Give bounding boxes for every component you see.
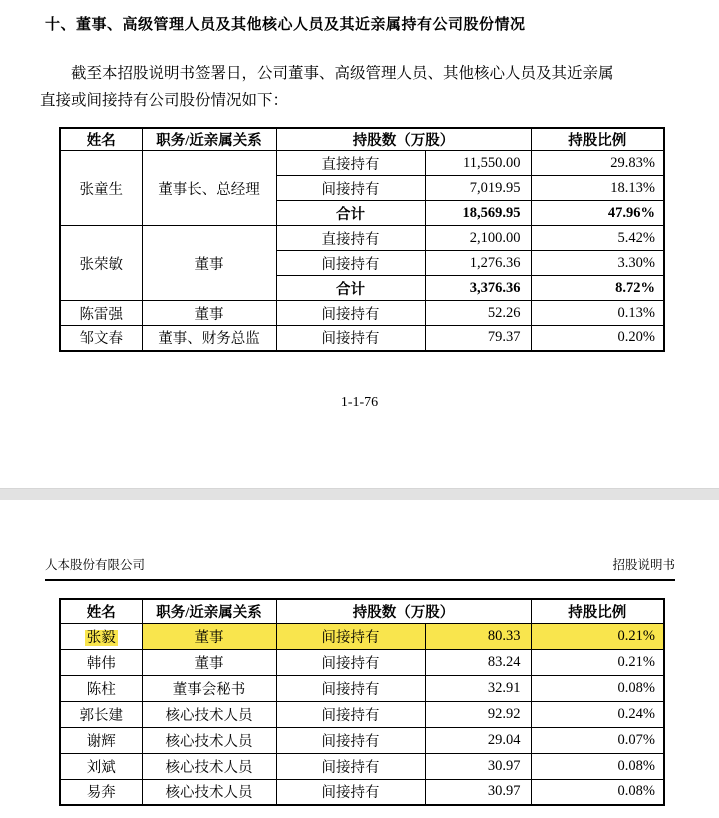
holder-role: 董事 (142, 226, 276, 301)
holder-name: 邹文春 (60, 326, 142, 351)
holding-ratio: 0.08% (531, 753, 664, 779)
holder-role: 董事、财务总监 (142, 326, 276, 351)
table-header-row (60, 599, 664, 623)
holding-shares: 32.91 (425, 675, 531, 701)
col-header-role: 职务/近亲属关系 (142, 128, 276, 151)
holding-shares: 79.37 (425, 326, 531, 351)
holding-mode: 间接持有 (276, 623, 425, 649)
holding-mode: 间接持有 (276, 675, 425, 701)
holding-shares: 92.92 (425, 701, 531, 727)
holding-shares: 52.26 (425, 301, 531, 326)
table-row (60, 675, 664, 701)
holding-mode: 直接持有 (276, 226, 425, 251)
holding-ratio: 0.08% (531, 779, 664, 805)
holder-name: 陈雷强 (60, 301, 142, 326)
holding-mode: 间接持有 (276, 301, 425, 326)
intro-paragraph (40, 60, 682, 114)
col-header-shares: 持股数（万股） (276, 128, 531, 151)
intro-paragraph-line1: 截至本招股说明书签署日，公司董事、高级管理人员、其他核心人员及其近亲属 (71, 65, 614, 82)
holder-name: 张童生 (60, 151, 142, 226)
table-row (60, 326, 664, 351)
holding-ratio: 5.42% (531, 226, 664, 251)
holder-name: 刘斌 (60, 753, 142, 779)
holder-role: 核心技术人员 (142, 727, 276, 753)
shareholding-table-page1 (59, 127, 665, 352)
holding-shares: 1,276.36 (425, 251, 531, 276)
section-title: 十、董事、高级管理人员及其他核心人员及其近亲属持有公司股份情况 (45, 16, 526, 33)
holding-ratio: 0.21% (531, 623, 664, 649)
holding-shares: 80.33 (425, 623, 531, 649)
running-header (45, 555, 675, 581)
running-header-company: 人本股份有限公司 (45, 558, 146, 572)
col-header-ratio: 持股比例 (531, 128, 664, 151)
page-number: 1-1-76 (340, 395, 379, 410)
holding-shares: 18,569.95 (425, 201, 531, 226)
holding-ratio: 0.08% (531, 675, 664, 701)
table-row-highlighted (60, 623, 664, 649)
holding-ratio: 0.07% (531, 727, 664, 753)
holding-mode: 间接持有 (276, 753, 425, 779)
holding-mode: 间接持有 (276, 176, 425, 201)
holding-shares: 11,550.00 (425, 151, 531, 176)
holding-ratio: 18.13% (531, 176, 664, 201)
holding-shares: 7,019.95 (425, 176, 531, 201)
holder-name: 谢辉 (60, 727, 142, 753)
holding-ratio: 3.30% (531, 251, 664, 276)
holding-mode: 间接持有 (276, 727, 425, 753)
holder-name: 张荣敏 (60, 226, 142, 301)
col-header-name: 姓名 (60, 128, 142, 151)
table-row (60, 301, 664, 326)
holder-role: 董事 (142, 649, 276, 675)
col-header-ratio: 持股比例 (531, 599, 664, 623)
running-header-doctype: 招股说明书 (612, 558, 675, 572)
holder-name (60, 623, 142, 649)
holding-mode: 合计 (276, 276, 425, 301)
highlight-mark: 张毅 (86, 629, 116, 646)
holding-ratio: 0.21% (531, 649, 664, 675)
holding-shares: 2,100.00 (425, 226, 531, 251)
holder-role: 核心技术人员 (142, 701, 276, 727)
holding-ratio: 0.24% (531, 701, 664, 727)
intro-paragraph-line2: 直接或间接持有公司股份情况如下： (40, 92, 289, 109)
table-row (60, 226, 664, 251)
holder-name: 陈柱 (60, 675, 142, 701)
holding-ratio: 8.72% (531, 276, 664, 301)
holder-name: 易奔 (60, 779, 142, 805)
holding-ratio: 0.13% (531, 301, 664, 326)
holding-ratio: 0.20% (531, 326, 664, 351)
col-header-name: 姓名 (60, 599, 142, 623)
col-header-shares: 持股数（万股） (276, 599, 531, 623)
holding-ratio: 29.83% (531, 151, 664, 176)
table-row (60, 151, 664, 176)
shareholding-table-page2 (59, 598, 665, 806)
holding-mode: 直接持有 (276, 151, 425, 176)
table-row (60, 649, 664, 675)
holding-mode: 间接持有 (276, 251, 425, 276)
col-header-role: 职务/近亲属关系 (142, 599, 276, 623)
holding-shares: 3,376.36 (425, 276, 531, 301)
table-row (60, 701, 664, 727)
page-break-gap (0, 488, 719, 500)
holding-mode: 间接持有 (276, 779, 425, 805)
holding-ratio: 47.96% (531, 201, 664, 226)
holding-shares: 29.04 (425, 727, 531, 753)
holder-role: 核心技术人员 (142, 753, 276, 779)
holding-shares: 30.97 (425, 753, 531, 779)
table-row (60, 727, 664, 753)
holding-mode: 合计 (276, 201, 425, 226)
holding-mode: 间接持有 (276, 701, 425, 727)
table-header-row (60, 128, 664, 151)
table-row (60, 753, 664, 779)
holder-role: 核心技术人员 (142, 779, 276, 805)
holder-role: 董事长、总经理 (142, 151, 276, 226)
holding-mode: 间接持有 (276, 649, 425, 675)
holder-name: 韩伟 (60, 649, 142, 675)
holder-role: 董事 (142, 623, 276, 649)
holder-role: 董事会秘书 (142, 675, 276, 701)
holder-name: 郭长建 (60, 701, 142, 727)
holding-mode: 间接持有 (276, 326, 425, 351)
table-row (60, 779, 664, 805)
holding-shares: 30.97 (425, 779, 531, 805)
holder-role: 董事 (142, 301, 276, 326)
holding-shares: 83.24 (425, 649, 531, 675)
